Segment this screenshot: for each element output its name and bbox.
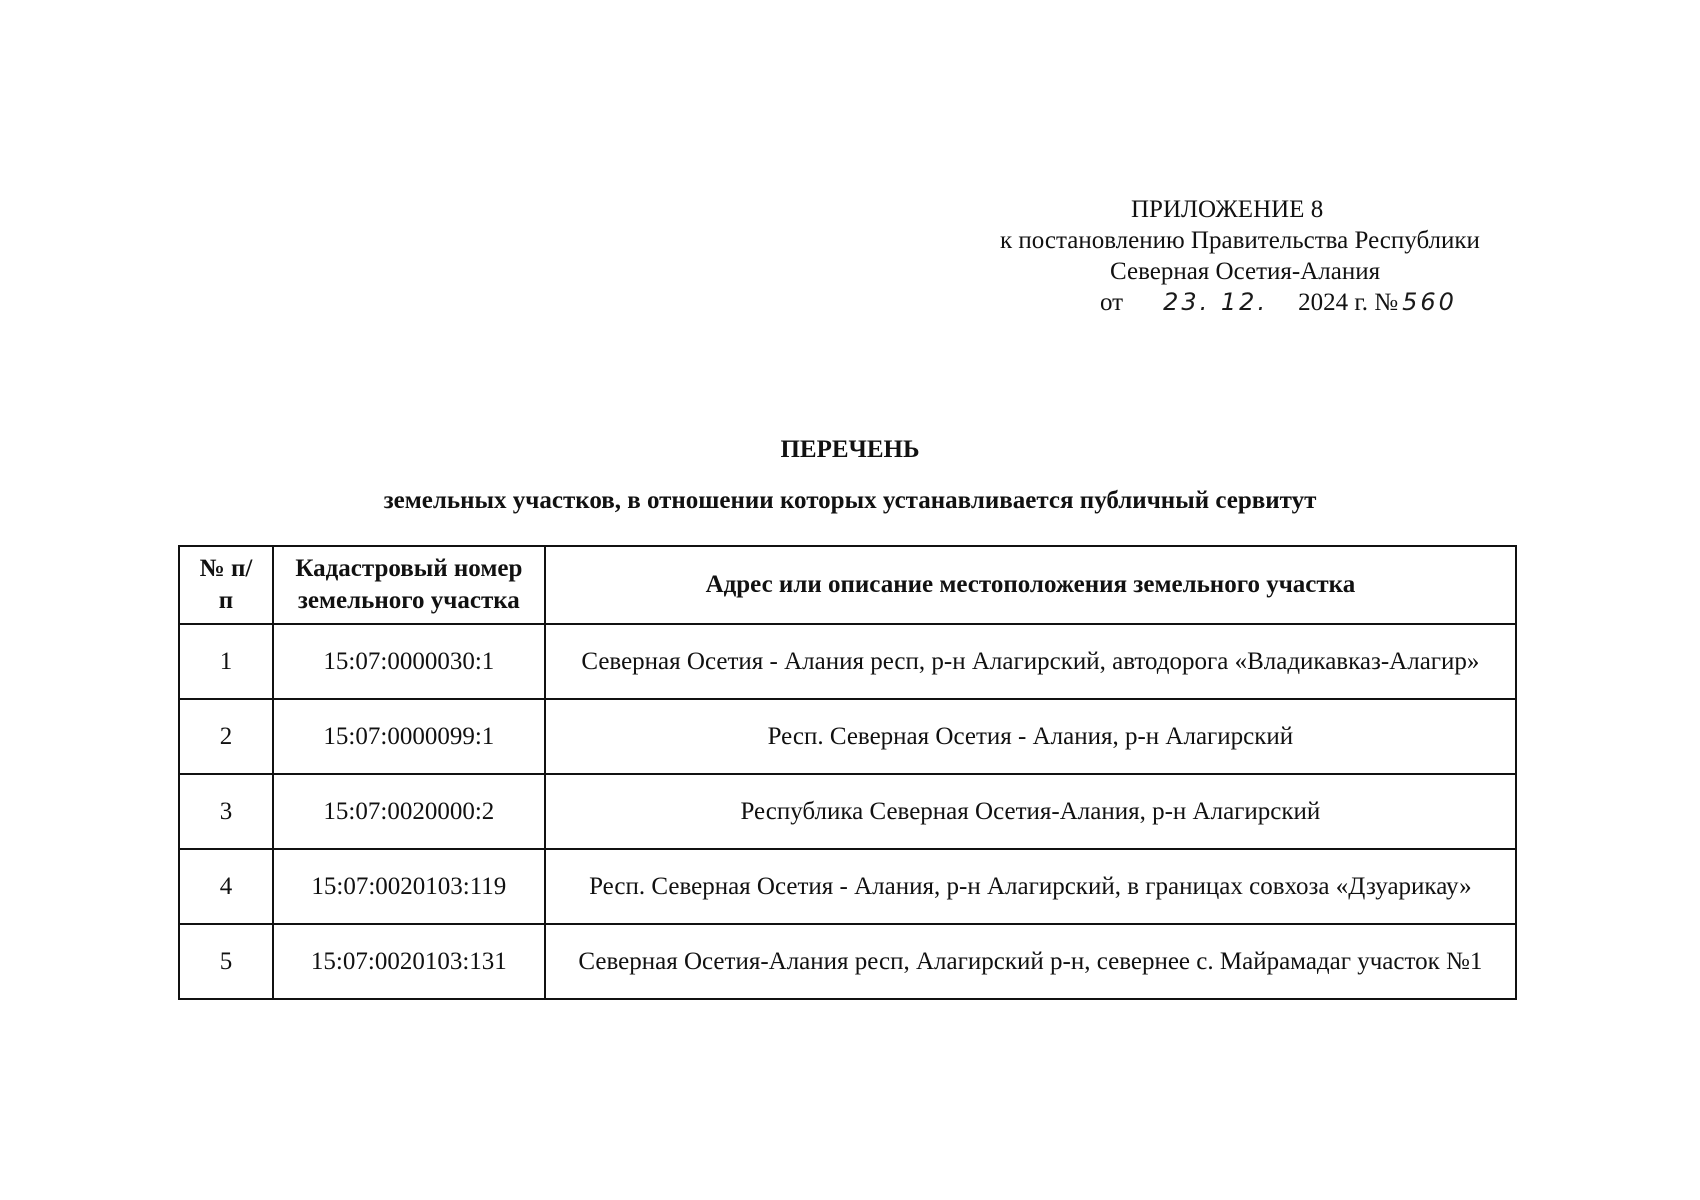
header-number: № п/п: [179, 546, 273, 624]
row-number: 5: [179, 924, 273, 999]
cadastral-number: 15:07:0020000:2: [273, 774, 545, 849]
annex-line-decree: к постановлению Правительства Республики: [1000, 227, 1480, 254]
year-and-number-label: 2024 г. №: [1298, 289, 1399, 316]
cadastral-number: 15:07:0000030:1: [273, 624, 545, 699]
annex-title: ПРИЛОЖЕНИЕ 8: [1131, 196, 1324, 223]
document-heading: ПЕРЕЧЕНЬ: [780, 436, 920, 463]
row-number: 4: [179, 849, 273, 924]
plot-address: Северная Осетия-Алания респ, Алагирский р-н, севернее с. Майрамадаг участок №1: [545, 924, 1516, 999]
plot-address: Респ. Северная Осетия - Алания, р-н Алагирский, в границах совхоза «Дзуарикау»: [545, 849, 1516, 924]
table-row: [179, 774, 1516, 849]
row-number: 3: [179, 774, 273, 849]
table-header-row: [179, 546, 1516, 624]
table-row: [179, 699, 1516, 774]
header-address: Адрес или описание местоположения земельного участка: [545, 546, 1516, 624]
cadastral-number: 15:07:0020103:131: [273, 924, 545, 999]
table-row: [179, 624, 1516, 699]
annex-line-republic: Северная Осетия-Алания: [1110, 258, 1381, 285]
plot-address: Северная Осетия - Алания респ, р-н Алагирский, автодорога «Владикавказ-Алагир»: [545, 624, 1516, 699]
header-cadastral-number: Кадастровый номер земельного участка: [273, 546, 545, 624]
land-plots-table: [178, 545, 1517, 1000]
cadastral-number: 15:07:0020103:119: [273, 849, 545, 924]
plot-address: Респ. Северная Осетия - Алания, р-н Алагирский: [545, 699, 1516, 774]
document-subheading: земельных участков, в отношении которых устанавливается публичный сервитут: [383, 487, 1317, 514]
table-row: [179, 849, 1516, 924]
annex-block: [1000, 194, 1540, 318]
from-label: от: [1100, 289, 1124, 316]
handwritten-date: 23. 12.: [1163, 288, 1269, 316]
row-number: 1: [179, 624, 273, 699]
handwritten-number: 560: [1402, 288, 1457, 316]
cadastral-number: 15:07:0000099:1: [273, 699, 545, 774]
annex-line-date: [1000, 287, 1540, 318]
row-number: 2: [179, 699, 273, 774]
plot-address: Республика Северная Осетия-Алания, р-н Алагирский: [545, 774, 1516, 849]
table-row: [179, 924, 1516, 999]
